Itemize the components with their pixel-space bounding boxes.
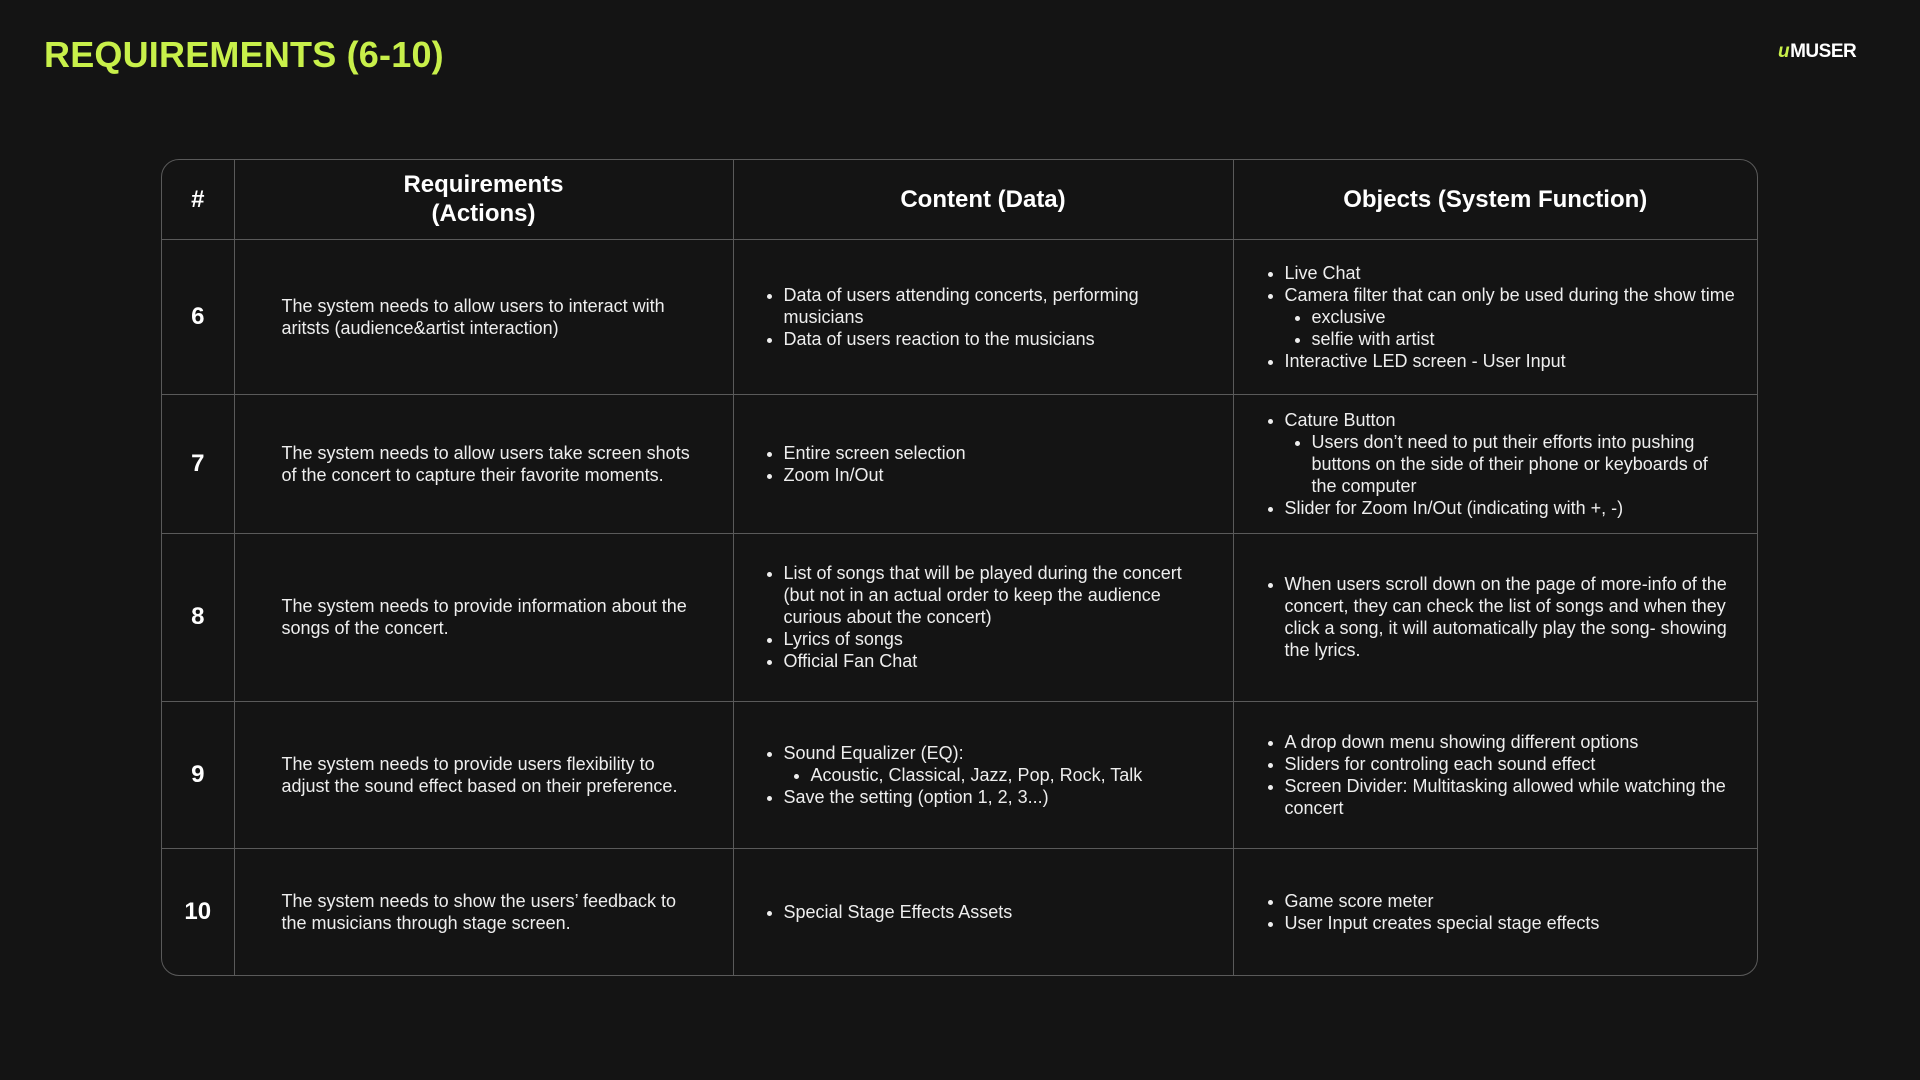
column-header-number: # — [162, 160, 234, 239]
objects-cell — [1233, 848, 1757, 976]
list-item: • Game score meter — [1285, 890, 1738, 912]
list-item: • Data of users attending concerts, performing musicians — [784, 284, 1213, 328]
list-item: • Interactive LED screen - User Input — [1285, 350, 1738, 372]
objects-cell — [1233, 533, 1757, 701]
list-item: • Lyrics of songs — [784, 628, 1213, 650]
requirement-cell: The system needs to allow users take screen shots of the concert to capture their favorite moments. — [234, 394, 733, 533]
requirement-cell: The system needs to show the users’ feedback to the musicians through stage screen. — [234, 848, 733, 976]
row-number: 7 — [162, 394, 234, 533]
muser-logo — [1778, 41, 1856, 63]
row-number: 10 — [162, 848, 234, 976]
list-item: • Live Chat — [1285, 262, 1738, 284]
requirements-table — [161, 159, 1758, 976]
table-row — [162, 533, 1757, 701]
objects-cell — [1233, 239, 1757, 394]
page-title: REQUIREMENTS (6-10) — [44, 34, 444, 75]
list-item: • Official Fan Chat — [784, 650, 1213, 672]
list-item: • User Input creates special stage effects — [1285, 912, 1738, 934]
logo-text: MUSER — [1790, 41, 1857, 62]
content-cell — [733, 701, 1233, 848]
list-item: • Save the setting (option 1, 2, 3...) — [784, 786, 1213, 808]
logo-mark-icon: u — [1778, 41, 1790, 62]
list-item: • Slider for Zoom In/Out (indicating with +, -) — [1285, 497, 1738, 519]
table-header-row — [162, 160, 1757, 239]
list-item-text: Cature Button — [1284, 409, 1396, 430]
column-header-requirements-line2: (Actions) — [431, 200, 536, 228]
content-cell — [733, 848, 1233, 976]
list-item: • Entire screen selection — [784, 442, 1213, 464]
column-header-content: Content (Data) — [733, 160, 1233, 239]
list-item: • A drop down menu showing different options — [1285, 731, 1738, 753]
requirement-cell: The system needs to allow users to interact with aritsts (audience&artist interaction) — [234, 239, 733, 394]
column-header-requirements-line1: Requirements — [403, 171, 564, 199]
table-row — [162, 239, 1757, 394]
table-row — [162, 848, 1757, 976]
list-item: • Screen Divider: Multitasking allowed while watching the concert — [1285, 775, 1738, 819]
sub-list-item: • selfie with artist — [1312, 328, 1738, 350]
list-item-text: Camera filter that can only be used during the show time — [1284, 284, 1735, 305]
list-item: • When users scroll down on the page of more-info of the concert, they can check the list of songs and when they click a song, it will automatically play the song- showing the lyrics. — [1285, 573, 1738, 661]
table-row — [162, 394, 1757, 533]
column-header-requirements — [234, 160, 733, 239]
row-number: 8 — [162, 533, 234, 701]
content-cell — [733, 533, 1233, 701]
list-item: • Zoom In/Out — [784, 464, 1213, 486]
row-number: 6 — [162, 239, 234, 394]
table-row — [162, 701, 1757, 848]
row-number: 9 — [162, 701, 234, 848]
list-item — [1285, 284, 1738, 350]
content-cell — [733, 239, 1233, 394]
list-item: • Data of users reaction to the musicians — [784, 328, 1213, 350]
list-item-text: Sound Equalizer (EQ): — [783, 742, 964, 763]
objects-cell — [1233, 701, 1757, 848]
sub-list-item: • Users don’t need to put their efforts into pushing buttons on the side of their phone or keyboards of the computer — [1312, 431, 1738, 497]
requirement-cell: The system needs to provide users flexibility to adjust the sound effect based on their preference. — [234, 701, 733, 848]
list-item — [1285, 409, 1738, 497]
list-item: • Special Stage Effects Assets — [784, 901, 1213, 923]
requirement-cell: The system needs to provide information about the songs of the concert. — [234, 533, 733, 701]
sub-list-item: • Acoustic, Classical, Jazz, Pop, Rock, Talk — [811, 764, 1213, 786]
content-cell — [733, 394, 1233, 533]
list-item: • Sliders for controling each sound effect — [1285, 753, 1738, 775]
list-item — [784, 742, 1213, 786]
sub-list-item: • exclusive — [1312, 306, 1738, 328]
objects-cell — [1233, 394, 1757, 533]
column-header-objects: Objects (System Function) — [1233, 160, 1757, 239]
list-item: • List of songs that will be played during the concert (but not in an actual order to keep the audience curious about the concert) — [784, 562, 1213, 628]
